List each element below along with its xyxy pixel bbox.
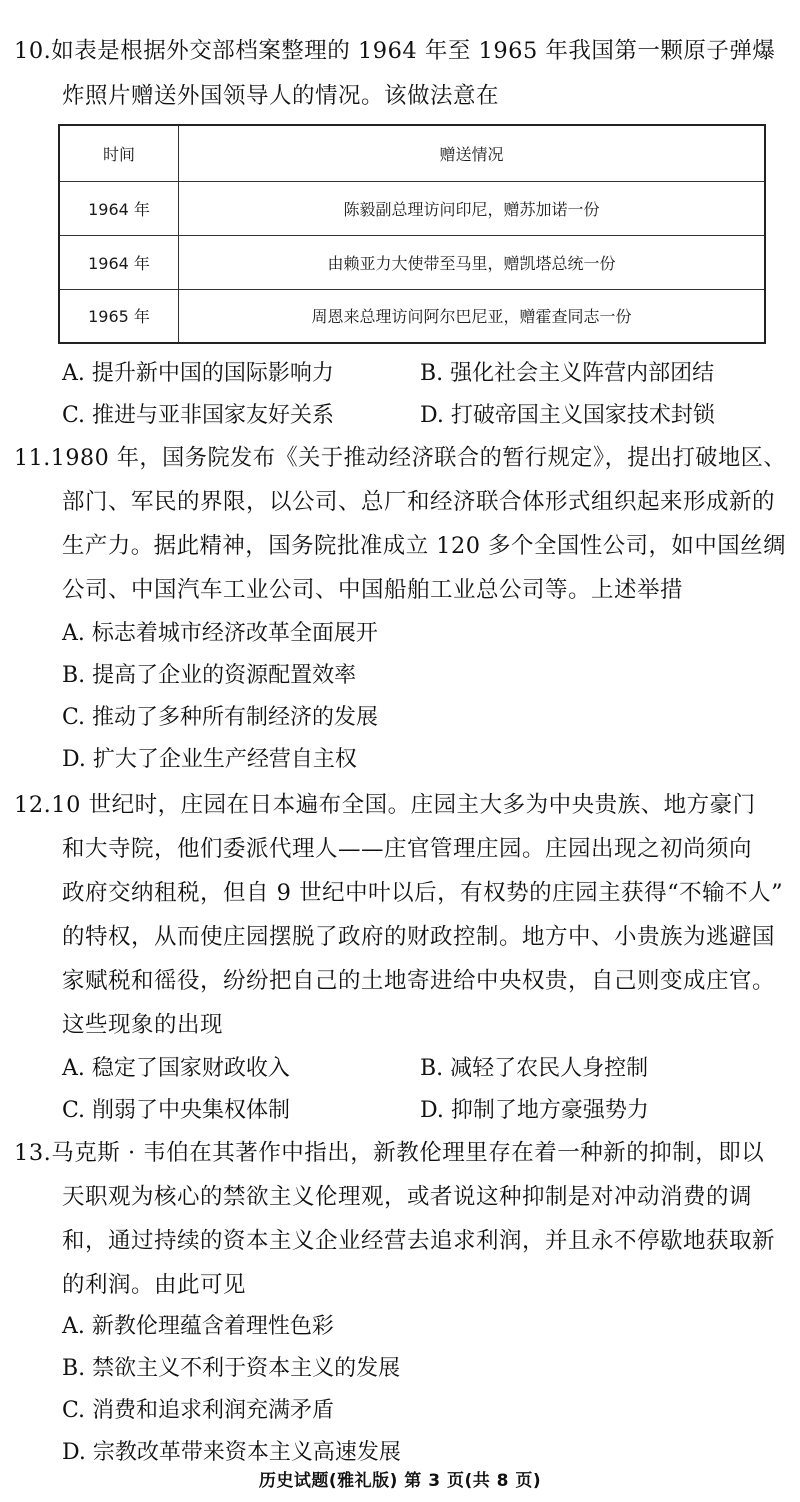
table-header-row: [59, 125, 765, 181]
q13-option-d: D. 宗教改革带来资本主义高速发展: [62, 1440, 401, 1465]
table-cell-details: 陈毅副总理访问印尼，赠苏加诺一份: [179, 181, 766, 235]
table-cell-details: 周恩来总理访问阿尔巴尼亚，赠霍查同志一份: [179, 289, 766, 343]
q13-option-a: A. 新教伦理蕴含着理性色彩: [62, 1314, 334, 1339]
q11-option-b: B. 提高了企业的资源配置效率: [62, 663, 357, 688]
q11-option-a: A. 标志着城市经济改革全面展开: [62, 621, 378, 646]
q10-option-a: A. 提升新中国的国际影响力: [62, 361, 334, 386]
question-12-stem-line-1: 12.10 世纪时，庄园在日本遍布全国。庄园主大多为中央贵族、地方豪门: [14, 792, 756, 818]
table-cell-details: 由赖亚力大使带至马里，赠凯塔总统一份: [179, 235, 766, 289]
question-13-stem-line-4: 的利润。由此可见: [62, 1272, 247, 1298]
question-12-stem-line-6: 这些现象的出现: [62, 1012, 224, 1038]
question-11-stem-line-4: 公司、中国汽车工业公司、中国船舶工业总公司等。上述举措: [62, 577, 684, 603]
question-10-stem-line-1: 10.如表是根据外交部档案整理的 1964 年至 1965 年我国第一颗原子弹爆: [14, 38, 776, 64]
q12-option-b: B. 减轻了农民人身控制: [420, 1056, 649, 1081]
question-11-stem-line-3: 生产力。据此精神，国务院批准成立 120 多个全国性公司，如中国丝绸: [62, 533, 787, 559]
q12-option-d: D. 抑制了地方豪强势力: [420, 1098, 649, 1123]
question-11-stem-line-1: 11.1980 年，国务院发布《关于推动经济联合的暂行规定》，提出打破地区、: [14, 445, 787, 471]
q12-option-c: C. 削弱了中央集权体制: [62, 1098, 291, 1123]
q10-option-c: C. 推进与亚非国家友好关系: [62, 403, 335, 428]
question-11-stem-line-2: 部门、军民的界限，以公司、总厂和经济联合体形式组织起来形成新的: [62, 489, 776, 515]
question-12-stem-line-2: 和大寺院，他们委派代理人——庄官管理庄园。庄园出现之初尚须向: [62, 836, 753, 862]
table-cell-time: 1964 年: [59, 235, 179, 289]
table-header-details: 赠送情况: [179, 125, 766, 181]
question-10-stem-line-2: 炸照片赠送外国领导人的情况。该做法意在: [62, 83, 500, 109]
question-13-stem-line-2: 天职观为核心的禁欲主义伦理观，或者说这种抑制是对冲动消费的调: [62, 1184, 753, 1210]
question-10-number: 10.: [14, 38, 52, 64]
q11-option-d: D. 扩大了企业生产经营自主权: [62, 747, 357, 772]
question-13-stem-line-1: 13.马克斯 · 韦伯在其著作中指出，新教伦理里存在着一种新的抑制，即以: [14, 1140, 765, 1166]
q12-option-a: A. 稳定了国家财政收入: [62, 1056, 290, 1081]
q13-option-b: B. 禁欲主义不利于资本主义的发展: [62, 1356, 401, 1381]
question-12-number: 12.: [14, 792, 52, 818]
question-11-number: 11.: [14, 445, 51, 471]
table-row: [59, 181, 765, 235]
question-13-number: 13.: [14, 1140, 52, 1166]
question-12-stem-line-5: 家赋税和徭役，纷纷把自己的土地寄进给中央权贵，自己则变成庄官。: [62, 968, 776, 994]
question-13-stem-line-3: 和，通过持续的资本主义企业经营去追求利润，并且永不停歇地获取新: [62, 1228, 776, 1254]
q10-option-d: D. 打破帝国主义国家技术封锁: [420, 403, 715, 428]
table-header-time: 时间: [59, 125, 179, 181]
question-12-stem-line-4: 的特权，从而使庄园摆脱了政府的财政控制。地方中、小贵族为逃避国: [62, 924, 776, 950]
page-footer: 历史试题(雅礼版) 第 3 页(共 8 页): [258, 1471, 542, 1491]
question-12-stem-line-3: 政府交纳租税，但自 9 世纪中叶以后，有权势的庄园主获得“不输不人”: [62, 880, 784, 906]
q13-option-c: C. 消费和追求利润充满矛盾: [62, 1398, 335, 1423]
table-cell-time: 1964 年: [59, 181, 179, 235]
table-cell-time: 1965 年: [59, 289, 179, 343]
table-row: [59, 235, 765, 289]
table-row: [59, 289, 765, 343]
q10-option-b: B. 强化社会主义阵营内部团结: [420, 361, 715, 386]
gift-table: [58, 124, 766, 344]
q11-option-c: C. 推动了多种所有制经济的发展: [62, 705, 379, 730]
